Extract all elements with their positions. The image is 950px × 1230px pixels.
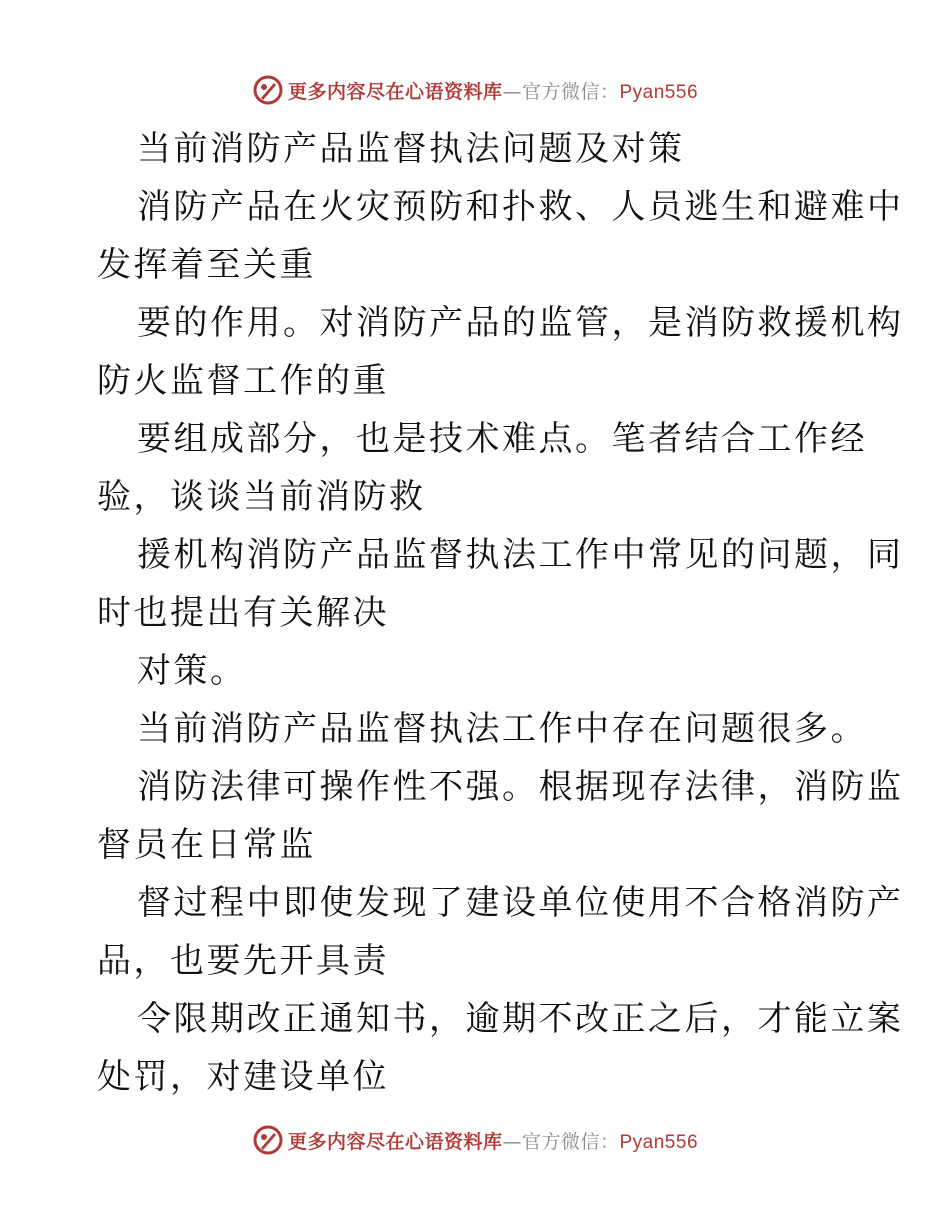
- paragraph-line: 督过程中即使发现了建设单位使用不合格消防产: [137, 883, 904, 923]
- banner-text: [288, 1127, 698, 1154]
- document-body: [97, 120, 904, 1106]
- paragraph: [97, 178, 904, 294]
- paragraph-line: 令限期改正通知书，逾期不改正之后，才能立案: [137, 999, 904, 1039]
- banner-separator: —: [502, 80, 522, 103]
- banner-brand: 更多内容尽在心语资料库: [287, 80, 503, 103]
- feather-pen-logo-icon: [252, 74, 284, 106]
- banner-wechat-id: Pyan556: [619, 81, 699, 103]
- header-banner: [0, 70, 950, 110]
- paragraph-line: 消防产品在火灾预防和扑救、人员逃生和避难中: [137, 187, 904, 227]
- paragraph-line: 发挥着至关重: [97, 245, 316, 285]
- paragraph: [97, 526, 904, 642]
- paragraph-line: 当前消防产品监督执法问题及对策: [137, 129, 685, 169]
- footer-banner: [0, 1120, 950, 1160]
- paragraph: [97, 642, 857, 700]
- banner-wechat-label: 官方微信：: [521, 80, 620, 103]
- paragraph: [97, 294, 904, 410]
- paragraph-line: 品，也要先开具责: [97, 941, 389, 981]
- paragraph: [97, 120, 857, 178]
- paragraph-line: 时也提出有关解决: [97, 593, 389, 633]
- paragraph-line: 验，谈谈当前消防救: [97, 477, 426, 517]
- banner-text: [288, 77, 698, 104]
- paragraph-line: 援机构消防产品监督执法工作中常见的问题，同: [137, 535, 904, 575]
- paragraph-line: 要的作用。对消防产品的监管，是消防救援机构: [137, 303, 904, 343]
- paragraph: [97, 700, 867, 758]
- paragraph-line: 对策。: [137, 651, 247, 691]
- feather-pen-logo-icon: [252, 1124, 284, 1156]
- paragraph-line: 当前消防产品监督执法工作中存在问题很多。: [137, 709, 867, 749]
- paragraph-line: 处罚，对建设单位: [97, 1057, 389, 1097]
- banner-wechat-id: Pyan556: [619, 1131, 699, 1153]
- paragraph: [97, 990, 904, 1106]
- paragraph: [97, 758, 904, 874]
- paragraph: [97, 874, 904, 990]
- paragraph-line: 消防法律可操作性不强。根据现存法律，消防监: [137, 767, 904, 807]
- banner-separator: —: [502, 1130, 522, 1153]
- banner-brand: 更多内容尽在心语资料库: [287, 1130, 503, 1153]
- paragraph-line: 要组成部分，也是技术难点。笔者结合工作经: [137, 419, 867, 459]
- paragraph-line: 督员在日常监: [97, 825, 316, 865]
- paragraph-line: 防火监督工作的重: [97, 361, 389, 401]
- banner-wechat-label: 官方微信：: [521, 1130, 620, 1153]
- paragraph: [97, 410, 867, 526]
